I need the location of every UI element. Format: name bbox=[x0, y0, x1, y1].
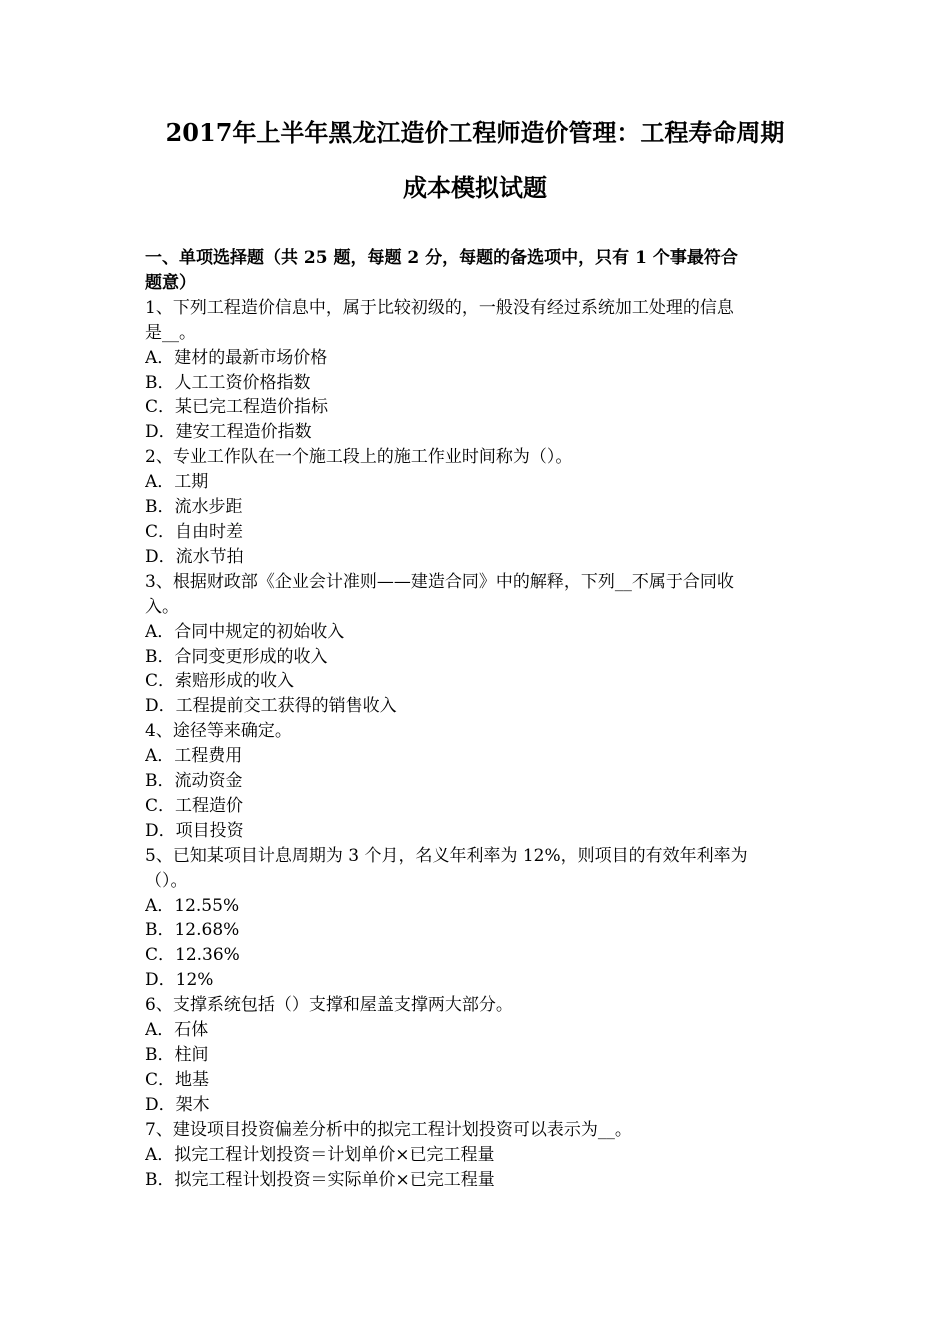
document-body bbox=[145, 246, 810, 1192]
text-line: C．索赔形成的收入 bbox=[145, 671, 295, 692]
section-heading-line-2: 题意） bbox=[145, 272, 196, 293]
text-line: A．工期 bbox=[145, 472, 209, 493]
text-line: B．拟完工程计划投资＝实际单价×已完工程量 bbox=[145, 1169, 495, 1190]
text-line: 3、根据财政部《企业会计准则——建造合同》中的解释，下列__不属于合同收 bbox=[145, 571, 734, 592]
text-line: 4、途径等来确定。 bbox=[145, 721, 292, 742]
document-title-line-1: 2017年上半年黑龙江造价工程师造价管理：工程寿命周期 bbox=[165, 118, 785, 147]
text-line: A．工程费用 bbox=[145, 746, 243, 767]
text-line: C．地基 bbox=[145, 1069, 210, 1090]
text-line: 1、下列工程造价信息中，属于比较初级的，一般没有经过系统加工处理的信息 bbox=[145, 297, 734, 318]
text-line: D．项目投资 bbox=[145, 820, 244, 841]
text-line: B．人工工资价格指数 bbox=[145, 372, 311, 393]
text-line: A．建材的最新市场价格 bbox=[145, 347, 328, 368]
text-line: A．12.55% bbox=[145, 895, 240, 916]
text-line: B．柱间 bbox=[145, 1045, 209, 1065]
text-line: B．12.68% bbox=[145, 920, 240, 941]
text-line: A．合同中规定的初始收入 bbox=[145, 621, 345, 642]
text-line: A．拟完工程计划投资＝计划单价×已完工程量 bbox=[145, 1144, 495, 1165]
text-line: B．合同变更形成的收入 bbox=[145, 646, 328, 667]
text-line: 是__。 bbox=[145, 322, 196, 343]
text-line: B．流动资金 bbox=[145, 771, 243, 792]
text-line: D．建安工程造价指数 bbox=[145, 422, 312, 443]
text-line: 2、专业工作队在一个施工段上的施工作业时间称为（）。 bbox=[145, 447, 573, 468]
text-line: 7、建设项目投资偏差分析中的拟完工程计划投资可以表示为__。 bbox=[145, 1119, 632, 1140]
text-line: D．流水节拍 bbox=[145, 546, 244, 567]
text-line: 6、支撑系统包括（）支撑和屋盖支撑两大部分。 bbox=[145, 995, 513, 1016]
text-line: C．工程造价 bbox=[145, 795, 244, 816]
text-line: C．12.36% bbox=[145, 945, 240, 966]
text-line: C．自由时差 bbox=[145, 521, 244, 542]
text-line: 5、已知某项目计息周期为 3 个月，名义年利率为 12%，则项目的有效年利率为 bbox=[145, 845, 748, 866]
document-title-line-2: 成本模拟试题 bbox=[403, 173, 547, 202]
text-line: D．工程提前交工获得的销售收入 bbox=[145, 696, 397, 717]
section-heading-line-1: 一、单项选择题（共 25 题，每题 2 分，每题的备选项中，只有 1 个事最符合 bbox=[145, 248, 738, 268]
text-line: D．架木 bbox=[145, 1094, 210, 1115]
text-line: D．12% bbox=[145, 970, 214, 991]
text-line: C．某已完工程造价指标 bbox=[145, 397, 329, 418]
question-list bbox=[145, 296, 810, 1193]
text-line: A．石体 bbox=[145, 1020, 209, 1041]
text-line: B．流水步距 bbox=[145, 497, 243, 518]
text-line: 入。 bbox=[145, 596, 179, 617]
text-line: （）。 bbox=[145, 870, 188, 891]
